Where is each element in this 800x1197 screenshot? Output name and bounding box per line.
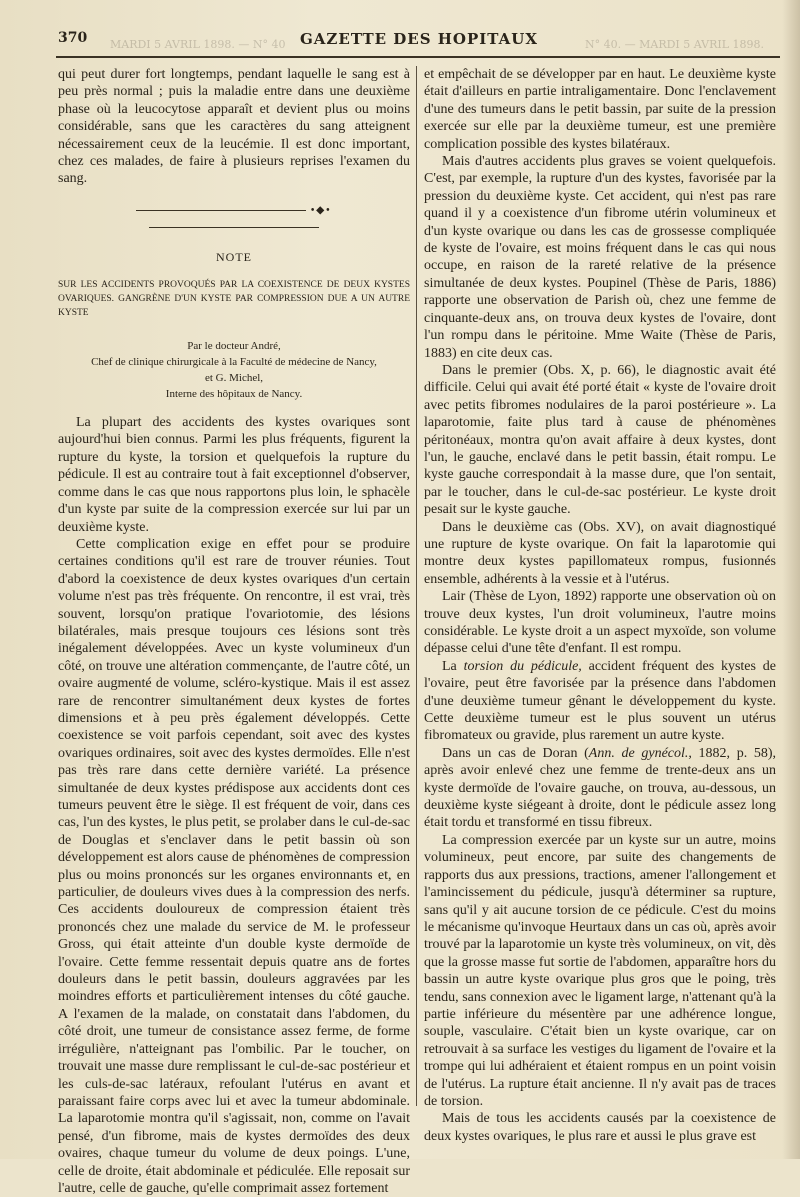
bleed-through-left: MARDI 5 AVRIL 1898. — N° 40 (110, 38, 286, 51)
page-edge-shadow (782, 0, 800, 1159)
bleed-through-right: N° 40. — MARDI 5 AVRIL 1898. (585, 38, 765, 51)
body-paragraph: Dans le premier (Obs. X, p. 66), le diagnostic avait été difficile. Celui qui avait été porté était « kyste de l'ovaire droit avec petits fibromes nodulaires de la paroi postérieure ». La laparotomie, faite plus tard à cause de phénomènes péritonéaux, montra qu'on avait affaire à deux kystes, dont l'un, le gauche, enclavé dans le petit bassin, était rompu. Le kyste gauche correspondait à la masse dure, que l'on sentait, par le toucher, dans le cul-de-sac postérieur. Le kyste droit pesait sur le kyste gauche. (424, 362, 776, 518)
byline-author-2: et G. Michel, (204, 372, 264, 385)
left-column (58, 66, 410, 1197)
body-paragraph: Mais d'autres accidents plus graves se voient quelquefois. C'est, par exemple, la rupture d'un des kystes, favorisée par la pression du deuxième kyste. Cet accident, qui n'est pas rare quand il y a coexistence d'un fibrome utérin volumineux et d'un kyste ovarique ou dans les cas de grossesse compliquée de kyste de l'ovaire, est moins fréquent dans le cas qui nous occupe, en raison de la rareté relative de la présence simultanée de deux kystes. Poupinel (Thèse de Paris, 1886) rapporte une observation de Parish où, chez une femme de cinquante-deux ans, on trouva deux kystes de l'ovaire, dont l'un rompu dans le péritoine. Mme Waite (Thèse de Paris, 1883) en cite deux cas. (424, 154, 776, 361)
body-paragraph: La compression exercée par un kyste sur un autre, moins volumineux, peut encore, par suite des changements de rapports dus aux pressions, tractions, amener l'allongement et l'amincissement du pédicule, jusqu'à déterminer sa rupture, sans qu'il y ait aucune torsion de ce pédicule. C'est du moins le mécanisme qu'invoque Heurtaux dans un cas où, après avoir trouvé par la laparotomie un kyste très volumineux, on vit, dès que la grosse masse fut sortie de l'abdomen, apparaître hors du bassin un autre kyste ovarique plus gros que le poing, très tendu, sans connexion avec le ligament large, n'attenant qu'à la partie inférieure du mésentère par une adhérence longue, souple, vasculaire. C'était bien un kyste ovarique, car on retrouvait à sa surface les vestiges du ligament de l'ovaire et la trompe qui lui adhéraient et étaient rompus en un point voisin de l'utérus. La rupture était ancienne. Il n'y avait pas de traces de torsion. (424, 832, 776, 1109)
body-paragraph: Mais de tous les accidents causés par la coexistence de deux kystes ovariques, le plus rare et aussi le plus grave est (424, 1111, 776, 1144)
torsion-paragraph: La torsion du pédicule, accident fréquent des kystes de l'ovaire, peut être favorisée par la présence dans l'abdomen d'une deuxième tumeur gênant le développement du kyste. Cette deuxième tumeur est le plus souvent un utérus fibromateux ou gravide, plus rarement un autre kyste. (424, 658, 776, 744)
body-paragraph: et empêchait de se développer par en haut. Le deuxième kyste était d'ailleurs en partie intraligamentaire. Donc l'enclavement d'une des tumeurs dans le petit bassin, par suite de la pression exercée sur elle par la deuxième tumeur, est une première complication possible des kystes bilatéraux. (424, 67, 776, 152)
doran-paragraph: Dans un cas de Doran (Ann. de gynécol., 1882, p. 58), après avoir enlevé chez une femme de trente-deux ans un kyste dermoïde de l'ovaire gauche, on trouva, au-dessous, un deuxième kyste siégeant à droite, dont le pédicule assez long était tordu et transformé en tissu fibreux. (424, 745, 777, 831)
page-header (58, 30, 780, 54)
body-paragraph: Dans le deuxième cas (Obs. XV), on avait diagnostiqué une rupture de kyste ovarique. On fait la laparotomie qui montre deux kystes papillomateux rompus, fusionnés ensemble, adhérents à la vessie et à l'utérus. (424, 519, 776, 587)
section-ornament: •◆• (58, 202, 410, 237)
journal-citation: Ann. de gynécol. (588, 745, 689, 761)
byline-role-1: Chef de clinique chirurgicale à la Faculté de médecine de Nancy, (91, 356, 377, 369)
page-number: 370 (58, 30, 88, 46)
note-subtitle: SUR LES ACCIDENTS PROVOQUÉS PAR LA COEXISTENCE DE DEUX KYSTES OVARIQUES. GANGRÈNE D'UN KYSTE PAR COMPRESSION DUE A UN AUTRE KYSTE (58, 280, 410, 319)
body-paragraph: Cette complication exige en effet pour se produire certaines conditions qu'il est rare de trouver réunies. Tout d'abord la coexistence de deux kystes ovariques d'un certain volume n'est pas très fréquente. On rencontre, il est vrai, très souvent, lorsqu'on pratique l'ovariotomie, des lésions bilatérales, mais presque toujours ces lésions sont très inégalement développées. Avec un kyste volumineux d'un côté, on trouve une altération commençante, de l'autre côté, un ovaire augmenté de volume, scléro-kystique. Mais il est assez rare de rencontrer simultanément deux kystes de fortes dimensions et à peu près également développés. Cette coexistence se voit parfois cependant, soit avec des kystes ovariques ordinaires, soit avec des kystes dermoïdes. Elle n'est pas très rare dans cette dernière variété. La présence simultanée de deux kystes prédispose aux accidents dont ces tumeurs peuvent être le siège. Il est fréquent de voir, dans ces cas, l'un des kystes, le plus petit, se prolaber dans le cul-de-sac de Douglas et s'enclaver dans le petit bassin où son développement est alors cause de phénomènes de compression plus ou moins prononcés sur les organes environnants et, en particulier, de douleurs vives dues à la compression des nerfs. Ces accidents douloureux de compression étaient très prononcés chez une malade du service de M. le professeur Gross, qui était atteinte d'un double kyste dermoïde de l'ovaire. Cette femme ressentait depuis quatre ans de fortes douleurs dans le petit bassin, douleurs aggravées par les moindres efforts et particulièrement intenses du côté gauche. A l'examen de la malade, on constatait dans l'abdomen, du côté droit, une tumeur de consistance assez ferme, de forme irrégulière, n'atteignant pas l'ombilic. Par le toucher, on trouvait une masse dure remplissant le cul-de-sac postérieur et les culs-de-sac latéraux, refoulant l'utérus en avant et paraissant faire corps avec lui et avec la tumeur abdominale. La laparotomie montra qu'il s'agissait, non, comme on l'avait pensé, d'un fibrome, mais de kystes dermoïdes des deux ovaires, chaque tumeur du volume de deux poings. L'une, celle de droite, était abdominale et pédiculée. Elle reposait sur l'autre, celle de gauche, qu'elle comprimait assez fortement (58, 536, 410, 1196)
body-paragraph: La plupart des accidents des kystes ovariques sont aujourd'hui bien connus. Parmi les plus fréquents, figurent la rupture du kyste, la torsion et quelquefois la rupture du pédicule. Il est au contraire tout à fait exceptionnel d'observer, comme dans le cas que nous rapportons plus loin, le sphacèle d'un kyste par suite de la compression exercée sur lui par un deuxième kyste. (58, 415, 410, 535)
column-divider (416, 66, 417, 1106)
header-rule (56, 56, 780, 58)
journal-title: GAZETTE DES HOPITAUX (299, 30, 538, 48)
byline (58, 338, 410, 402)
byline-author-1: Par le docteur André, (187, 340, 281, 353)
note-title: NOTE (216, 249, 252, 264)
torsion-emphasis: torsion du pédicule, (463, 658, 582, 674)
intro-paragraph: qui peut durer fort longtemps, pendant laquelle le sang est à peu près normal ; puis la maladie entre dans une deuxième phase où la leucocytose apparaît et devient plus ou moins considérable, sans que les caractères du sang atteignent nécessairement ceux de la leucémie. Il est donc important, chez ces malades, de faire à plusieurs reprises l'examen du sang. (58, 67, 410, 187)
byline-role-2: Interne des hôpitaux de Nancy. (165, 388, 303, 401)
body-paragraph: Lair (Thèse de Lyon, 1892) rapporte une observation où on trouve deux kystes, l'un droit volumineux, l'autre moins considérable. Le kyste droit a un aspect myxoïde, son volume dépasse celui d'une tête d'enfant. Il est rompu. (424, 589, 776, 657)
right-column (424, 66, 776, 1145)
